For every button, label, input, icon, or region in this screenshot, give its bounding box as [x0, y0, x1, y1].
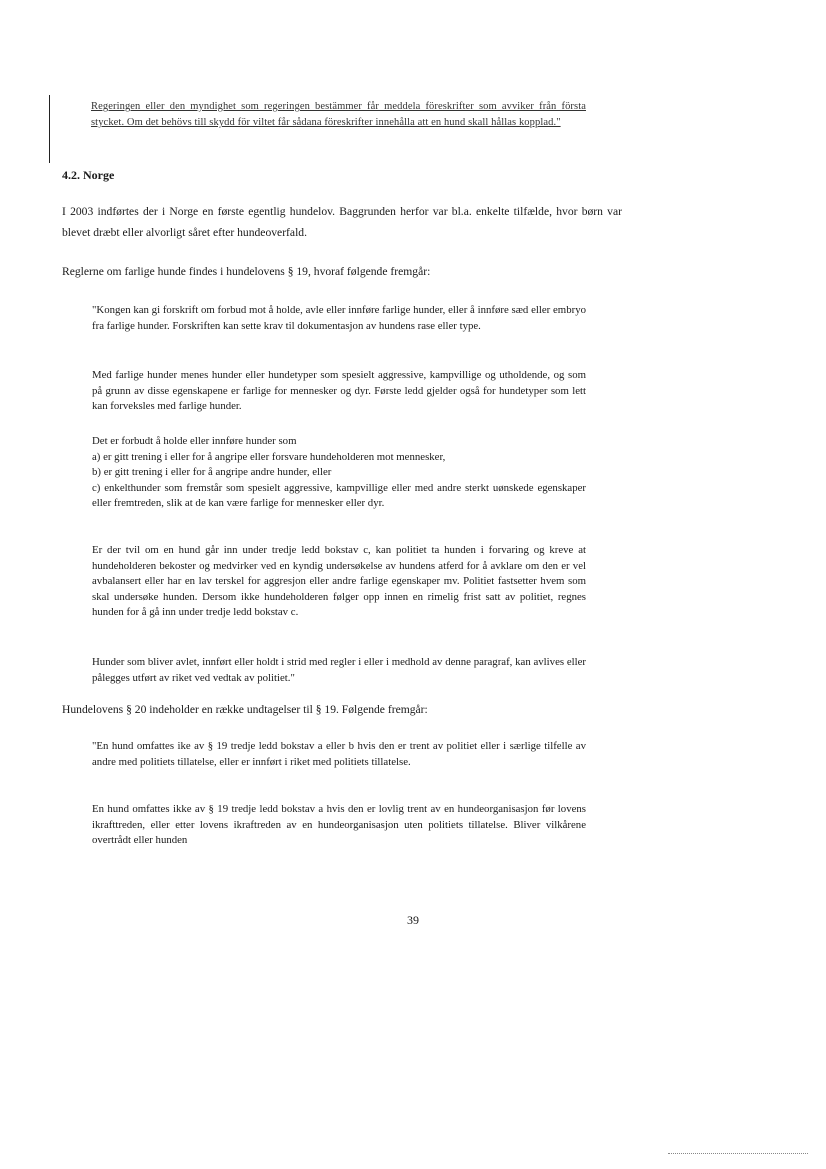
- quote-paragraph-7: En hund omfattes ikke av § 19 tredje ledd bokstav a hvis den er lovlig trent av en hundeorganisasjon før lovens ikrafttreden, eller etter lovens ikraftreden av en hundeorganisasjon uten politiets tillatelse. Bliver vilkårene overtrådt eller hunden: [92, 803, 586, 846]
- quote-paragraph-1: "Kongen kan gi forskrift om forbud mot å holde, avle eller innføre farlige hunder, eller å innføre sæd eller embryo fra farlige hunder. Forskriften kan sette krav til dokumentasjon av hundens rase eller type.: [92, 304, 586, 332]
- quote-paragraph-4: Er der tvil om en hund går inn under tredje ledd bokstav c, kan politiet ta hunden i forvaring og kreve at hundeholderen bekoster og medvirker ved en kyndig undersøkelse av hundens atferd for å avklare om den er vel avbalansert eller har en lav terskel for aggresjon eller andre farlige egenskaper mv. Politiet fastsetter hvem som skal undersøke hunden. Dersom ikke hundeholderen følger opp innen en rimelig frist satt av politiet, regnes hunden for å gå inn under tredje ledd bokstav c.: [92, 544, 586, 618]
- quote-3-item-a: a) er gitt trening i eller for å angripe eller forsvare hundeholderen mot mennesker,: [92, 450, 446, 463]
- quote-paragraph-2: Med farlige hunder menes hunder eller hundetyper som spesielt aggressive, kampvillige og utholdende, og som på grunn av disse egenskapene er farlige for mennesker og dyr. Første ledd gjelder også for hundetyper som lett kan forveksles med farlige hunder.: [92, 369, 586, 412]
- intro-paragraph: I 2003 indførtes der i Norge en første egentlig hundelov. Baggrunden herfor var bl.a. enkelte tilfælde, hvor børn var blevet dræbt eller alvorligt såret efter hundeoverfald.: [62, 205, 622, 239]
- revision-bar: [49, 95, 50, 163]
- quote-paragraph-6: "En hund omfattes ike av § 19 tredje ledd bokstav a eller b hvis den er trent av politiet eller i særlige tilfelle av andre med politiets tillatelse, eller er innført i riket med politiets tillatelse.: [92, 740, 586, 768]
- quote-paragraph-5: Hunder som bliver avlet, innført eller holdt i strid med regler i eller i medhold av denne paragraf, kan avlives eller pålegges utført av riket ved vedtak av politiet.": [92, 656, 586, 684]
- scan-artifact: [668, 1153, 808, 1155]
- rules-paragraph: Reglerne om farlige hunde findes i hundelovens § 19, hvoraf følgende fremgår:: [62, 265, 431, 278]
- page-number: 39: [407, 913, 419, 927]
- quote-paragraph-3: [92, 434, 586, 512]
- section-20-paragraph: Hundelovens § 20 indeholder en række undtagelser til § 19. Følgende fremgår:: [62, 703, 428, 716]
- quote-3-intro: Det er forbudt å holde eller innføre hunder som: [92, 435, 297, 447]
- quote-3-item-b: b) er gitt trening i eller for å angripe andre hunder, eller: [92, 466, 332, 478]
- quote-3-item-c: c) enkelthunder som fremstår som spesielt aggressive, kampvillige eller med andre sterkt uønskede egenskaper eller fremtreden, slik at de kan være farlige for mennesker eller dyr.: [92, 481, 586, 509]
- section-heading: 4.2. Norge: [62, 168, 115, 182]
- swedish-quote: Regeringen eller den myndighet som regeringen bestämmer får meddela föreskrifter som avviker från första stycket. Om det behövs till skydd för viltet får sådana föreskrifter innehålla att en hund skall hållas kopplad.": [91, 101, 586, 128]
